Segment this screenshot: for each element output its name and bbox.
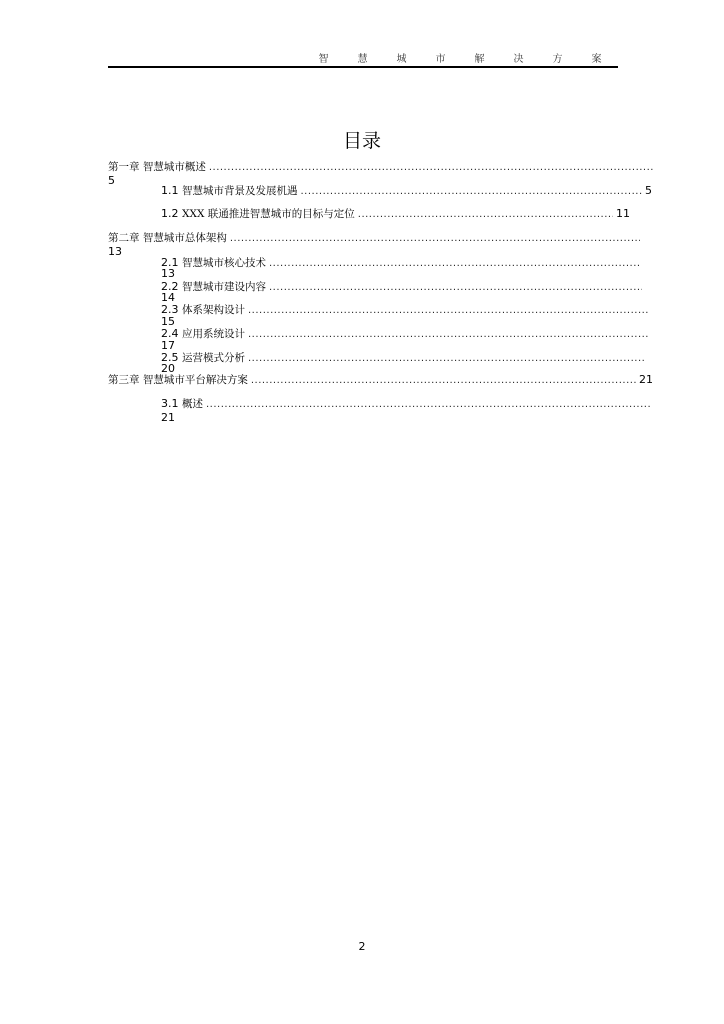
toc-entry-chapter-2[interactable]: [108, 232, 643, 245]
header-char: 解: [474, 54, 485, 65]
toc-entry-2-1[interactable]: [161, 257, 643, 270]
toc-entry-2-5[interactable]: [161, 352, 648, 365]
toc-entry-label: 智慧城市建设内容: [182, 281, 266, 293]
toc-title: 目录: [342, 130, 381, 152]
header-rule: [108, 66, 618, 68]
toc-entry-page: 21: [161, 411, 175, 424]
dot-leader: [248, 353, 645, 365]
toc-entry-label: 应用系统设计: [182, 328, 245, 340]
toc-entry-label: 第二章 智慧城市总体架构: [108, 232, 227, 244]
header-char: 市: [435, 54, 446, 65]
header-char: 城: [396, 54, 407, 65]
header-char: 慧: [357, 54, 368, 65]
toc-entry-number: 3.1: [161, 397, 179, 410]
toc-entry-page: 20: [161, 362, 175, 375]
toc-entry-page: 21: [639, 373, 653, 386]
dot-leader: [301, 186, 643, 198]
toc-entry-2-2[interactable]: [161, 281, 645, 294]
toc-entry-number: 2.1: [161, 256, 179, 269]
toc-entry-2-3[interactable]: [161, 304, 651, 317]
dot-leader: [251, 375, 636, 387]
dot-leader: [248, 329, 650, 341]
toc-entry-page: 15: [161, 315, 175, 328]
dot-leader: [269, 282, 642, 294]
header-char: 方: [552, 54, 563, 65]
toc-entry-number: 2.2: [161, 280, 179, 293]
toc-entry-page: 11: [616, 207, 630, 220]
toc-entry-page: 5: [645, 184, 652, 197]
header-char: 案: [591, 54, 602, 65]
toc-entry-page: 5: [108, 174, 115, 187]
toc-entry-page: 14: [161, 291, 175, 304]
header-char: 智: [318, 54, 329, 65]
toc-entry-page: 17: [161, 339, 175, 352]
dot-leader: [269, 258, 640, 270]
toc-entry-number: 2.4: [161, 327, 179, 340]
toc-entry-label: 概述: [182, 398, 203, 410]
toc-entry-label: 智慧城市核心技术: [182, 257, 266, 269]
dot-leader: [358, 209, 613, 221]
toc-entry-label: 第一章 智慧城市概述: [108, 161, 206, 173]
toc-entry-3-1[interactable]: [161, 398, 655, 411]
toc-entry-label: 运营模式分析: [182, 352, 245, 364]
toc-entry-chapter-3[interactable]: [108, 374, 653, 387]
page-number: 2: [358, 940, 366, 953]
toc-entry-number: 2.5: [161, 351, 179, 364]
toc-entry-number: 2.3: [161, 303, 179, 316]
toc-entry-page: 13: [161, 267, 175, 280]
dot-leader: [230, 233, 640, 245]
header-char: 决: [513, 54, 524, 65]
toc-entry-label: 体系架构设计: [182, 304, 245, 316]
toc-entry-2-4[interactable]: [161, 328, 653, 341]
toc-entry-chapter-1[interactable]: [108, 161, 656, 174]
dot-leader: [206, 399, 652, 411]
dot-leader: [248, 305, 648, 317]
dot-leader: [209, 162, 653, 174]
toc-entry-number: 1.1: [161, 184, 179, 197]
toc-entry-1-2[interactable]: [161, 208, 630, 221]
toc-entry-page: 13: [108, 245, 122, 258]
toc-entry-number: 1.2: [161, 207, 179, 220]
toc-entry-1-1[interactable]: [161, 185, 652, 198]
header-title: [304, 50, 616, 65]
toc-entry-label: 第三章 智慧城市平台解决方案: [108, 374, 248, 386]
toc-entry-label: 智慧城市背景及发展机遇: [182, 185, 298, 197]
toc-entry-label: XXX 联通推进智慧城市的目标与定位: [182, 208, 355, 220]
